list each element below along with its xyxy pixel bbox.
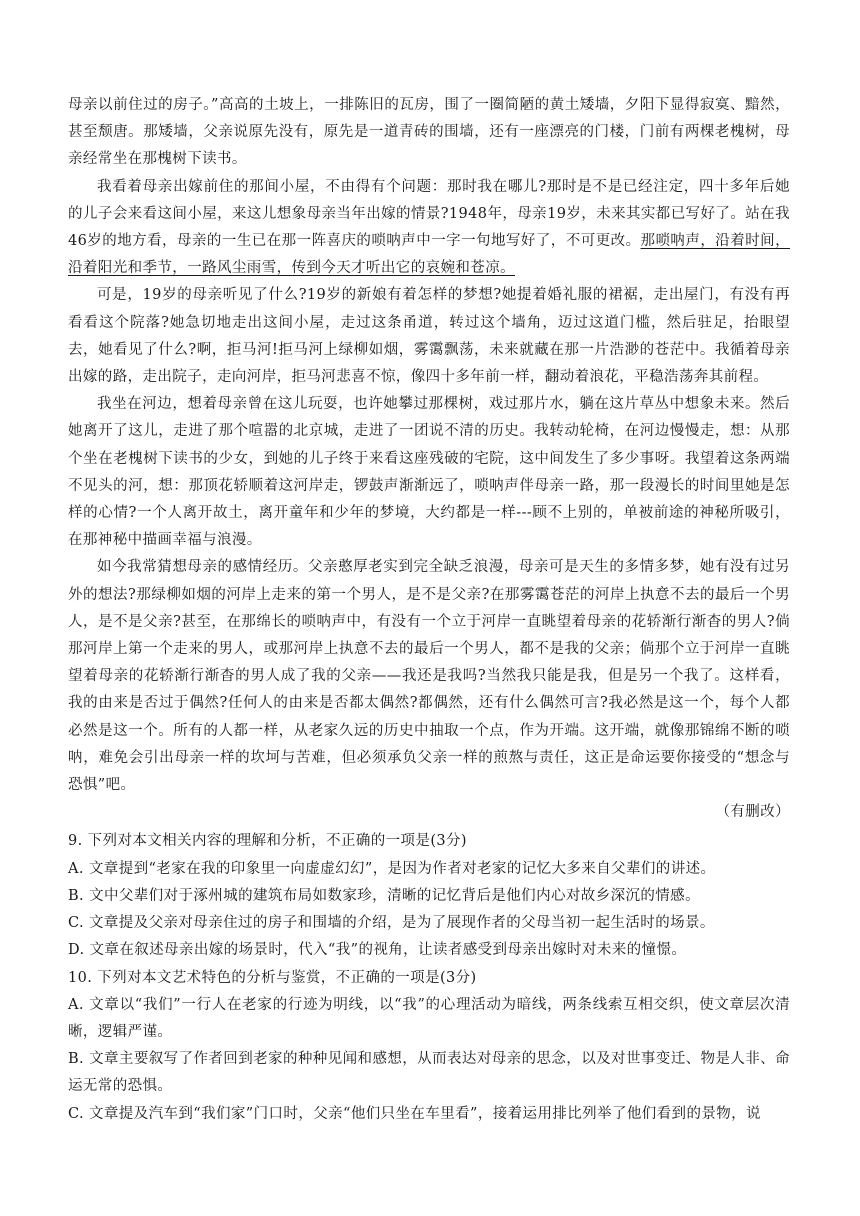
question-9-option-c: C. 文章提及父亲对母亲住过的房子和围墙的介绍，是为了展现作者的父母当初一起生活时的场景。 <box>68 915 715 932</box>
question-10-option-a: A. 文章以“我们”一行人在老家的行迹为明线，以“我”的心理活动为暗线，两条线索互相交织，使文章层次清晰，逻辑严谨。 <box>68 996 790 1040</box>
question-10-option-b: B. 文章主要叙写了作者回到老家的种种见闻和感想，从而表达对母亲的思念，以及对世事变迁、物是人非、命运无常的恐惧。 <box>68 1051 790 1095</box>
question-10-option-c: C. 文章提及汽车到“我们家”门口时，父亲“他们只坐在车里看”，接着运用排比列举了他们看到的景物，说 <box>68 1105 761 1122</box>
article-paragraph-5: 如今我常猜想母亲的感情经历。父亲憨厚老实到完全缺乏浪漫，母亲可是天生的多情多梦，她有没有过另外的想法?那绿柳如烟的河岸上走来的第一个男人，是不是父亲?在那雾霭苍茫的河岸上执意不去的最后一个男人，是不是父亲?甚至，在那绵长的唢呐声中，有没有一个立于河岸一直眺望着母亲的花轿渐行渐杳的男人?倘那河岸上第一个走来的男人，或那河岸上执意不去的最后一个男人，都不是我的父亲；倘那个立于河岸一直眺望着母亲的花轿渐行渐杳的男人成了我的父亲——我还是我吗?当然我只能是我，但是另一个我了。这样看，我的由来是否过于偶然?任何人的由来是否都太偶然?都偶然，还有什么偶然可言?我必然是这一个，每个人都必然是这一个。所有的人都一样，从老家久远的历史中抽取一个点，作为开端。这开端，就像那锦绵不断的唢呐，难免会引出母亲一样的坎坷与苦难，但必须承负父亲一样的煎熬与责任，这正是命运要你接受的“想念与恐惧”吧。 <box>68 559 790 794</box>
article-paragraph-2 <box>68 174 790 283</box>
question-9-option-a: A. 文章提到“老家在我的印象里一向虚虚幻幻”，是因为作者对老家的记忆大多来自父辈们的讲述。 <box>68 860 716 877</box>
paragraph-2-text: 我看着母亲出嫁前住的那间小屋，不由得有个问题：那时我在哪儿?那时是不是已经注定，四十多年后她的儿子会来看这间小屋，来这儿想象母亲当年出嫁的情景?1948年，母亲19岁，未来其实都已写好了。站在我46岁的地方看，母亲的一生已在那一阵喜庆的唢呐声中一字一句地写好了，不可更改。 <box>68 178 790 250</box>
article-paragraph-4: 我坐在河边，想着母亲曾在这儿玩耍，也许她攀过那棵树，戏过那片水，躺在这片草丛中想象未来。然后她离开了这儿，走进了那个喧嚣的北京城，走进了一团说不清的历史。我转动轮椅，在河边慢慢走，想：从那个坐在老槐树下读书的少女，到她的儿子终于来看这座残破的宅院，这中间发生了多少事呀。我望着这条两端不见头的河，想：那顶花轿顺着这河岸走，锣鼓声渐渐远了，唢呐声伴母亲一路，那一段漫长的时间里她是怎样的心情?一个人离开故土，离开童年和少年的梦境，大约都是一样---顾不上别的，单被前途的神秘所吸引，在那神秘中描画幸福与浪漫。 <box>68 396 790 549</box>
question-10-stem: 10. 下列对本文艺术特色的分析与鉴赏，不正确的一项是(3分) <box>68 969 477 986</box>
article-paragraph-1: 母亲以前住过的房子。”高高的土坡上，一排陈旧的瓦房，围了一圈简陋的黄土矮墙，夕阳下显得寂寞、黯然，甚至颓唐。那矮墙，父亲说原先没有，原先是一道青砖的围墙，还有一座漂亮的门楼，门前有两棵老槐树，母亲经常坐在那槐树下读书。 <box>68 97 790 168</box>
underlined-sentence: 那唢呐声，沿着时间，沿着阳光和季节，一路风尘雨雪，传到今天才听出它的哀婉和苍凉。 <box>68 233 790 277</box>
abridged-note: （有删改） <box>715 804 790 821</box>
question-9-option-b: B. 文中父辈们对于涿州城的建筑布局如数家珍，清晰的记忆背后是他们内心对故乡深沉的情感。 <box>68 887 700 904</box>
question-9-option-d: D. 文章在叙述母亲出嫁的场景时，代入“我”的视角，让读者感受到母亲出嫁时对未来的憧憬。 <box>68 942 687 959</box>
exam-page <box>68 92 790 1128</box>
article-paragraph-3: 可是，19岁的母亲听见了什么?19岁的新娘有着怎样的梦想?她提着婚礼服的裙裾，走出屋门，有没有再看看这个院落?她急切地走出这间小屋，走过这条甬道，转过这个墙角，迈过这道门槛，然后驻足，抬眼望去，她看见了什么?啊，拒马河!拒马河上绿柳如烟，雾霭飘荡，未来就藏在那一片浩渺的苍茫中。我循着母亲出嫁的路，走出院子，走向河岸，拒马河悲喜不惊，像四十多年前一样，翻动着浪花，平稳浩荡奔其前程。 <box>68 287 790 386</box>
question-9-stem: 9. 下列对本文相关内容的理解和分析，不正确的一项是(3分) <box>68 833 467 850</box>
